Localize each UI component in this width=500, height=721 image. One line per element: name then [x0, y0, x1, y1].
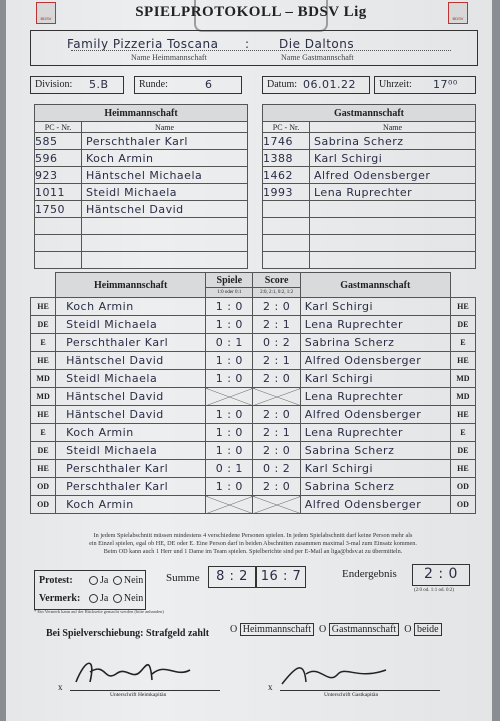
away-captain-signature — [276, 656, 396, 692]
game-code: E — [31, 424, 56, 442]
table-row — [263, 235, 476, 252]
round-value: 6 — [205, 78, 213, 91]
verschiebung-label: Bei Spielverschiebung: Strafgeld zahlt — [46, 628, 210, 639]
game-row — [31, 388, 476, 406]
games-table: Heimmannschaft Spiele Score Gastmannschaft 1:0 oder 0:1 2:0, 2:1, 0:2, 1:2 HE Koch Armin 1 : 0 2 : 0 Karl Schirgi HE DE Steidl Michaela 1 : 0 2 : 1 Lena Ruprechter DE E Perschthaler Karl 0 : 1 0 : 2 Sabrina Scherz E HE Häntschel David 1 : 0 2 : 1 Alfred Odensberger HE MD Steidl Michaela 1 : 0 2 : 0 Karl Schirgi MD MD Häntschel David Lena Ruprechter MD HE Häntschel David 1 : 0 2 : 0 Alfred Odensberger HE E Koch Armin 1 : 0 2 : 1 Lena Ruprechter E DE Steidl Michaela 1 : 0 2 : 0 Sabrina Scherz DE HE Perschthaler Karl 0 : 1 0 : 2 Karl Schirgi HE OD Perschthaler Karl 1 : 0 2 : 0 Sabrina Scherz OD OD Koch Armin Alfred Odensberger OD — [30, 272, 476, 514]
option-gast[interactable]: O Gastmannschaft — [319, 623, 399, 636]
rules-notes: In jedem Spielabschnitt müssen mindestens 4 verschiedene Personen spielen. In jedem Spielabschnitt darf keine Person mehr als ein Einzel spielen, egal ob HE, DE oder E. Eine Person darf in beiden Abschnitten zusammen maximal 3-mal zum Einsatz kommen. Beim OD kann auch 1 Herr und 1 Dame im Team spielen. Spielberichte sind per E-Mail an liga@bdsv.at zu übermitteln. — [89, 532, 417, 555]
game-score: 2 : 0 — [253, 298, 300, 316]
endergebnis-label: Endergebnis — [342, 568, 397, 580]
game-home-player: Koch Armin — [56, 496, 206, 514]
game-code: HE — [450, 406, 475, 424]
game-away-player: Alfred Odensberger — [300, 496, 450, 514]
game-row — [31, 316, 476, 334]
summe-label: Summe — [166, 572, 200, 584]
game-home-player: Koch Armin — [56, 298, 206, 316]
away-signature-line — [280, 690, 440, 691]
game-home-player: Perschthaler Karl — [56, 334, 206, 352]
table-row: 1746 Sabrina Scherz — [263, 133, 476, 150]
game-spiele: 1 : 0 — [206, 370, 253, 388]
game-code: OD — [450, 496, 475, 514]
game-home-player: Häntschel David — [56, 406, 206, 424]
home-captain-signature — [66, 652, 196, 692]
game-score — [253, 496, 300, 514]
table-row — [263, 218, 476, 235]
table-row — [263, 201, 476, 218]
table-row — [263, 252, 476, 269]
game-code: HE — [450, 298, 475, 316]
table-row: 1993 Lena Ruprechter — [263, 184, 476, 201]
date-value: 06.01.22 — [303, 78, 356, 91]
game-code: OD — [31, 478, 56, 496]
game-score: 2 : 0 — [253, 442, 300, 460]
round-field: Runde: 6 — [134, 76, 242, 94]
game-away-player: Karl Schirgi — [300, 370, 450, 388]
game-code: MD — [31, 388, 56, 406]
vermerk-nein-radio[interactable] — [113, 594, 122, 603]
table-row: 1750 Häntschel David — [35, 201, 248, 218]
game-spiele: 1 : 0 — [206, 352, 253, 370]
summe-spiele-value: 8 : 2 — [216, 569, 248, 584]
game-away-player: Alfred Odensberger — [300, 352, 450, 370]
game-code: MD — [450, 388, 475, 406]
time-value: 17⁰⁰ — [433, 78, 458, 91]
game-row — [31, 334, 476, 352]
vermerk-ja-radio[interactable] — [89, 594, 98, 603]
endergebnis-box — [412, 564, 470, 586]
option-heim[interactable]: O Heimmannschaft — [230, 623, 314, 636]
home-roster-title: Heimmannschaft — [35, 105, 248, 122]
option-beide[interactable]: O beide — [404, 623, 441, 636]
game-code: MD — [450, 370, 475, 388]
game-away-player: Karl Schirgi — [300, 460, 450, 478]
away-roster-table: Gastmannschaft PC - Nr. Name 1746 Sabrina Scherz 1388 Karl Schirgi 1462 Alfred Odensberger 1993 Lena Ruprechter — [262, 104, 476, 269]
game-spiele: 1 : 0 — [206, 406, 253, 424]
home-signature-caption: Unterschrift Heimkapitän — [110, 692, 167, 698]
away-team-name: Die Daltons — [279, 37, 355, 51]
home-caption: Name Heimmannschaft — [131, 53, 207, 62]
game-spiele: 0 : 1 — [206, 334, 253, 352]
protest-ja-radio[interactable] — [89, 576, 98, 585]
game-code: DE — [450, 442, 475, 460]
game-home-player: Häntschel David — [56, 352, 206, 370]
summe-spiele-box — [208, 566, 256, 588]
team-name-line — [71, 50, 451, 51]
game-code: DE — [450, 316, 475, 334]
game-spiele: 1 : 0 — [206, 478, 253, 496]
protest-nein-radio[interactable] — [113, 576, 122, 585]
game-home-player: Steidl Michaela — [56, 316, 206, 334]
score-sheet: BDSV BDSV SPIELPROTOKOLL – BDSV Lig Family Pizzeria Toscana : Die Daltons Name Heimmannschaft Name Gastmannschaft Division: 5.B Runde: 6 Datum: 06.01.22 Uhrzeit: 17⁰⁰ Heimmannschaft PC - Nr. Name 585 Perschthaler Karl 596 Koch Armin 923 Häntschel Michaela 1011 Steidl Michaela 1750 Häntschel David Gastmannschaft PC - Nr. Name 1746 Sabrina Scherz 1388 Karl Schirgi 1462 Alfred Odensberger 1993 Lena Ruprechter Heimmannschaft Spiele Score Gastmannschaft 1:0 oder 0:1 2:0, 2:1, 0:2, 1:2 HE Koch Armin 1 : 0 2 : 0 Karl Schirgi HE DE Steidl Michaela 1 : 0 2 : 1 Lena Ruprechter DE E Perschthaler Karl 0 : 1 0 : 2 Sabrina Scherz E HE Häntschel David 1 : 0 2 : 1 Alfred Odensberger HE MD Steidl Michaela 1 : 0 2 : 0 Karl Schirgi MD MD Häntschel David Lena Ruprechter MD HE Häntschel David 1 : 0 2 : 0 Alfred Odensberger HE E Koch Armin 1 : 0 2 : 1 Lena Ruprechter E DE Steidl Michaela 1 : 0 2 : 0 Sabrina Scherz DE HE Perschthaler Karl 0 : 1 0 : 2 Karl Schirgi HE OD Perschthaler Karl 1 : 0 2 : 0 Sabrina Scherz OD OD Koch Armin Alfred Odensberger OD In jedem Spielabschnitt müssen mindestens 4 verschiedene Personen spielen. In jedem Spielabschnitt darf keine Person mehr als ein Einzel spielen, egal ob HE, DE oder E. Eine Person darf in beiden Abschnitten zusammen maximal 3-mal zum Einsatz kommen. Beim OD kann auch 1 Herr und 1 Dame im Team spielen. Spielberichte sind per E-Mail an liga@bdsv.at zu übermitteln. Protest: Ja Nein Vermerk: Ja Nein * Ein Vermerk kann auf der Rückseite gemacht werden (bitte anhanden) Summe 8 : 2 16 : 7 Endergebnis 2 : 0 (2:0 od. 1:1 od. 0:2) Bei Spielverschiebung: Strafgeld zahlt O Heimmannschaft O Gastmannschaft O beide x Unterschrift Heimkapitän x Unterschrift Gastkapitän — [6, 0, 492, 721]
table-row: 923 Häntschel Michaela — [35, 167, 248, 184]
table-row: 596 Koch Armin — [35, 150, 248, 167]
bdsv-logo-left: BDSV — [36, 2, 56, 24]
game-score: 0 : 2 — [253, 334, 300, 352]
home-roster-table: Heimmannschaft PC - Nr. Name 585 Perschthaler Karl 596 Koch Armin 923 Häntschel Michaela 1011 Steidl Michaela 1750 Häntschel David — [34, 104, 248, 269]
games-home-title: Heimmannschaft — [56, 273, 206, 298]
game-code: HE — [31, 406, 56, 424]
summe-score-value: 16 : 7 — [260, 569, 302, 584]
game-code: HE — [31, 352, 56, 370]
home-signature-line — [70, 690, 220, 691]
vermerk-label: Vermerk: — [39, 593, 81, 604]
game-spiele: 1 : 0 — [206, 424, 253, 442]
page-title: SPIELPROTOKOLL – BDSV Lig — [135, 4, 367, 20]
game-away-player: Lena Ruprechter — [300, 424, 450, 442]
game-score: 2 : 0 — [253, 406, 300, 424]
game-score: 2 : 0 — [253, 478, 300, 496]
game-code: DE — [31, 442, 56, 460]
table-row: 1011 Steidl Michaela — [35, 184, 248, 201]
game-code: OD — [450, 478, 475, 496]
bdsv-logo-right: BDSV — [448, 2, 468, 24]
division-value: 5.B — [89, 78, 109, 91]
home-team-name: Family Pizzeria Toscana — [67, 37, 219, 51]
game-spiele: 0 : 1 — [206, 460, 253, 478]
vermerk-options: Ja Nein — [87, 593, 143, 604]
protest-note: * Ein Vermerk kann auf der Rückseite gemacht werden (bitte anhanden) — [34, 609, 164, 614]
game-row — [31, 298, 476, 316]
protest-box — [34, 570, 146, 610]
time-field: Uhrzeit: 17⁰⁰ — [374, 76, 476, 94]
game-score — [253, 388, 300, 406]
game-home-player: Perschthaler Karl — [56, 478, 206, 496]
game-code: MD — [31, 370, 56, 388]
away-roster-title: Gastmannschaft — [263, 105, 476, 122]
game-score: 2 : 0 — [253, 370, 300, 388]
division-field: Division: 5.B — [30, 76, 124, 94]
date-field: Datum: 06.01.22 — [262, 76, 370, 94]
game-row — [31, 478, 476, 496]
endergebnis-note: (2:0 od. 1:1 od. 0:2) — [414, 588, 454, 593]
game-row — [31, 442, 476, 460]
table-row — [35, 252, 248, 269]
game-away-player: Lena Ruprechter — [300, 316, 450, 334]
endergebnis-value: 2 : 0 — [424, 566, 458, 582]
game-home-player: Häntschel David — [56, 388, 206, 406]
game-code: HE — [31, 298, 56, 316]
games-away-title: Gastmannschaft — [300, 273, 450, 298]
game-away-player: Lena Ruprechter — [300, 388, 450, 406]
game-row — [31, 352, 476, 370]
game-home-player: Perschthaler Karl — [56, 460, 206, 478]
game-code: HE — [450, 352, 475, 370]
game-away-player: Sabrina Scherz — [300, 442, 450, 460]
game-code: E — [31, 334, 56, 352]
game-home-player: Koch Armin — [56, 424, 206, 442]
game-score: 2 : 1 — [253, 424, 300, 442]
game-row — [31, 496, 476, 514]
game-row — [31, 406, 476, 424]
verschiebung-options — [230, 624, 442, 635]
protest-label: Protest: — [39, 575, 73, 586]
table-row — [35, 218, 248, 235]
away-caption: Name Gastmannschaft — [281, 53, 354, 62]
game-spiele: 1 : 0 — [206, 298, 253, 316]
game-away-player: Sabrina Scherz — [300, 334, 450, 352]
game-spiele — [206, 496, 253, 514]
score-title: Score — [253, 273, 300, 288]
game-code: HE — [450, 460, 475, 478]
away-signature-caption: Unterschrift Gastkapitän — [324, 692, 379, 698]
game-score: 2 : 1 — [253, 352, 300, 370]
game-code: E — [450, 424, 475, 442]
game-away-player: Karl Schirgi — [300, 298, 450, 316]
game-score: 0 : 2 — [253, 460, 300, 478]
table-row: 1462 Alfred Odensberger — [263, 167, 476, 184]
table-row: 1388 Karl Schirgi — [263, 150, 476, 167]
game-away-player: Alfred Odensberger — [300, 406, 450, 424]
game-code: DE — [31, 316, 56, 334]
table-row: 585 Perschthaler Karl — [35, 133, 248, 150]
game-score: 2 : 1 — [253, 316, 300, 334]
team-names-box — [30, 30, 478, 66]
game-spiele: 1 : 0 — [206, 316, 253, 334]
game-code: E — [450, 334, 475, 352]
game-spiele — [206, 388, 253, 406]
game-row — [31, 424, 476, 442]
protest-options: Ja Nein — [87, 575, 143, 586]
game-home-player: Steidl Michaela — [56, 370, 206, 388]
summe-score-box — [256, 566, 306, 588]
game-row — [31, 370, 476, 388]
game-row — [31, 460, 476, 478]
game-away-player: Sabrina Scherz — [300, 478, 450, 496]
game-code: OD — [31, 496, 56, 514]
game-spiele: 1 : 0 — [206, 442, 253, 460]
table-row — [35, 235, 248, 252]
vs-separator: : — [245, 37, 250, 51]
game-code: HE — [31, 460, 56, 478]
game-home-player: Steidl Michaela — [56, 442, 206, 460]
spiele-title: Spiele — [206, 273, 253, 288]
